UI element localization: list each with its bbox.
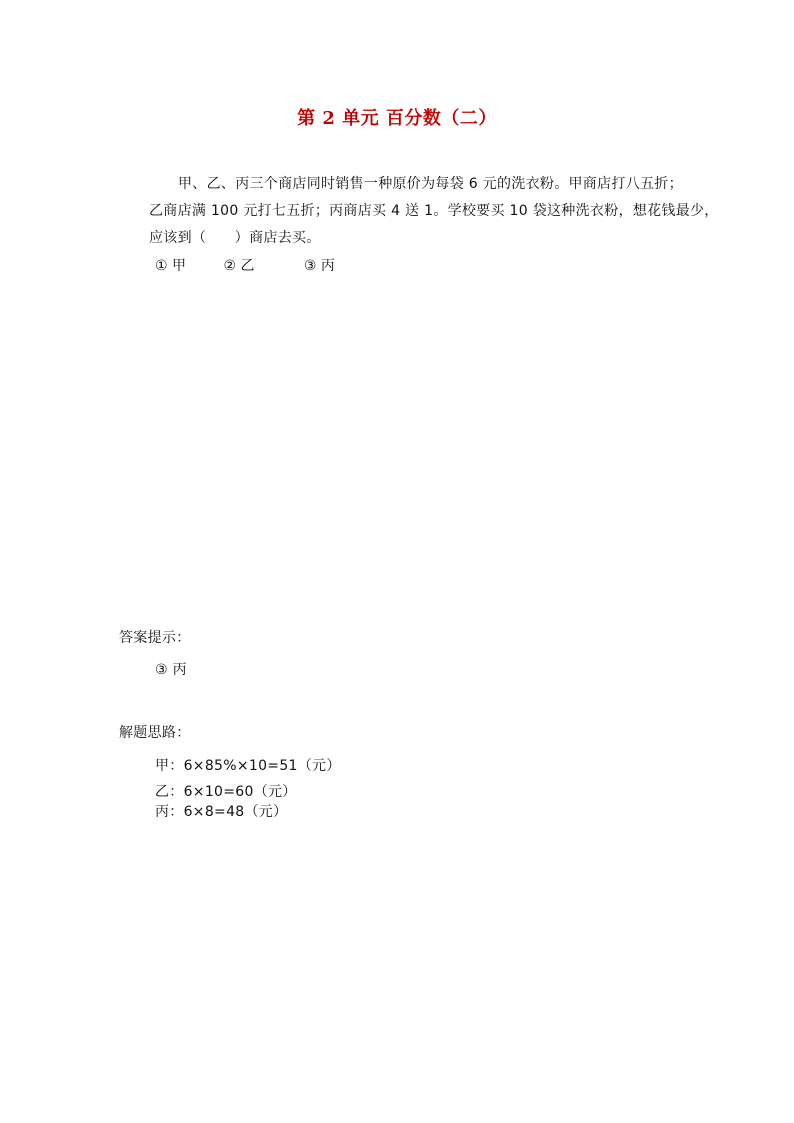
solution-step-3: 丙：6×8=48（元） bbox=[155, 804, 288, 820]
answer-label: 答案提示： bbox=[119, 630, 191, 646]
page-title: 第 2 单元 百分数（二） bbox=[297, 108, 497, 129]
method-label: 解题思路： bbox=[119, 725, 191, 741]
question-line-2: 乙商店满 100 元打七五折；丙商店买 4 送 1。学校要买 10 袋这种洗衣粉，想花钱最少， bbox=[149, 203, 719, 219]
answer-options bbox=[155, 255, 335, 275]
answer-value: ③ 丙 bbox=[155, 662, 187, 678]
solution-step-2: 乙：6×10=60（元） bbox=[155, 784, 297, 800]
question-line-1: 甲、乙、丙三个商店同时销售一种原价为每袋 6 元的洗衣粉。甲商店打八五折； bbox=[178, 176, 683, 192]
option-a: ① 甲 bbox=[155, 258, 187, 274]
question-line-3: 应该到（ ）商店去买。 bbox=[149, 230, 321, 246]
option-b: ② 乙 bbox=[223, 258, 255, 274]
option-c: ③ 丙 bbox=[303, 258, 335, 274]
solution-step-1: 甲：6×85%×10=51（元） bbox=[155, 758, 341, 774]
